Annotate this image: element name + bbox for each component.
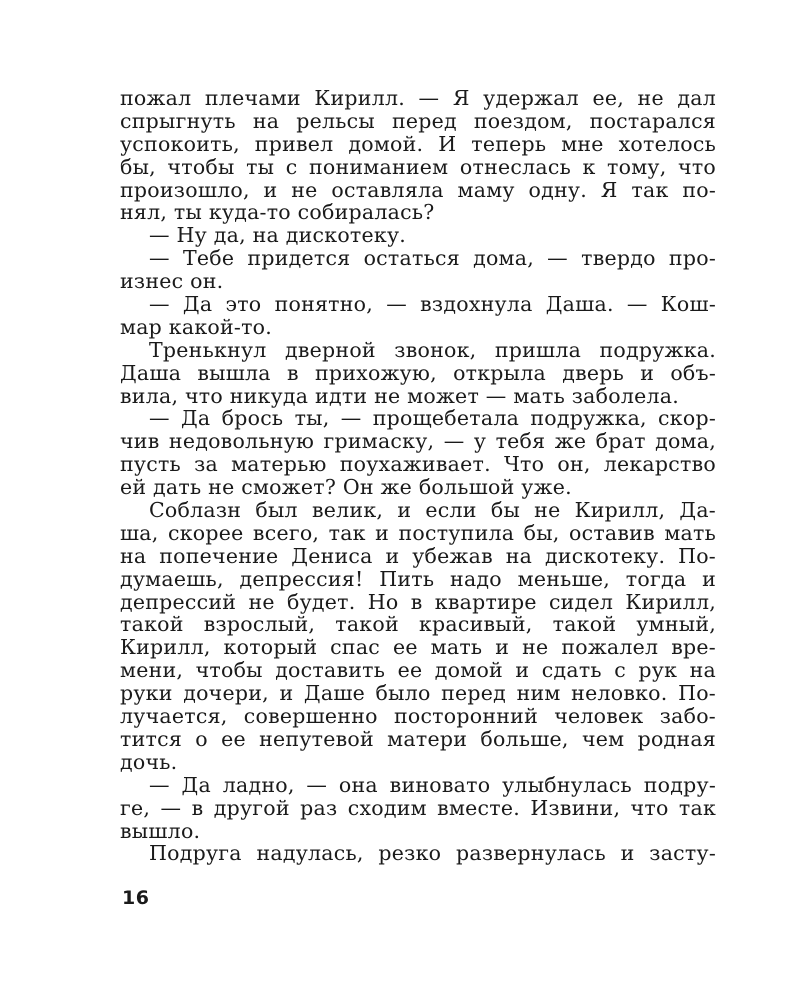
text-line: вышло. [120, 818, 201, 843]
text-line: Соблазн был велик, и если бы не Кирилл, Да- [149, 498, 716, 523]
text-line: нял, ты куда-то собиралась? [120, 200, 435, 225]
text-line: — Ну да, на дискотеку. [149, 223, 407, 248]
text-line: успокоить, привел домой. И теперь мне хотелось [120, 131, 716, 156]
text-line: бы, чтобы ты с пониманием отнеслась к тому, что [120, 154, 716, 179]
text-line: пусть за матерью поухаживает. Что он, лекарство [120, 452, 716, 477]
text-line: изнес он. [120, 269, 224, 294]
text-line: лучается, совершенно посторонний человек забо- [120, 704, 716, 729]
text-line: ге, — в другой раз сходим вместе. Извини, что так [120, 795, 716, 820]
text-line: руки дочери, и Даше было перед ним неловко. По- [120, 681, 716, 706]
body-text [120, 87, 716, 865]
text-line: — Да брось ты, — прощебетала подружка, скор- [149, 406, 716, 431]
text-line: — Тебе придется остаться дома, — твердо про- [149, 246, 716, 271]
text-line: дочь. [120, 749, 178, 774]
text-line: мени, чтобы доставить ее домой и сдать с рук на [120, 658, 716, 683]
text-line: Даша вышла в прихожую, открыла дверь и объ- [120, 360, 716, 385]
text-line: ша, скорее всего, так и поступила бы, оставив мать [120, 520, 716, 545]
text-line: Кирилл, который спас ее мать и не пожалел вре- [120, 635, 716, 660]
page-number: 16 [122, 887, 150, 909]
text-line: депрессий не будет. Но в квартире сидел Кирилл, [120, 589, 716, 614]
text-line: на попечение Дениса и убежав на дискотеку. По- [120, 543, 716, 568]
text-line: пожал плечами Кирилл. — Я удержал ее, не дал [120, 86, 716, 110]
text-line: спрыгнуть на рельсы перед поездом, постарался [120, 108, 716, 133]
text-line: — Да ладно, — она виновато улыбнулась подру- [149, 772, 716, 797]
text-line: мар какой-то. [120, 314, 273, 339]
text-line: Подруга надулась, резко развернулась и засту- [149, 841, 716, 866]
text-line: тится о ее непутевой матери больше, чем родная [120, 726, 716, 751]
text-line: — Да это понятно, — вздохнула Даша. — Кош- [149, 292, 716, 317]
text-line: произошло, и не оставляла маму одну. Я так по- [120, 177, 716, 202]
text-line: ей дать не сможет? Он же большой уже. [120, 475, 572, 500]
text-line: Тренькнул дверной звонок, пришла подружка. [149, 337, 716, 362]
text-line: думаешь, депрессия! Пить надо меньше, тогда и [120, 566, 716, 591]
text-line: такой взрослый, такой красивый, такой умный, [120, 612, 716, 637]
text-line: вила, что никуда идти не может — мать заболела. [120, 383, 680, 408]
text-line: чив недовольную гримаску, — у тебя же брат дома, [120, 429, 716, 454]
